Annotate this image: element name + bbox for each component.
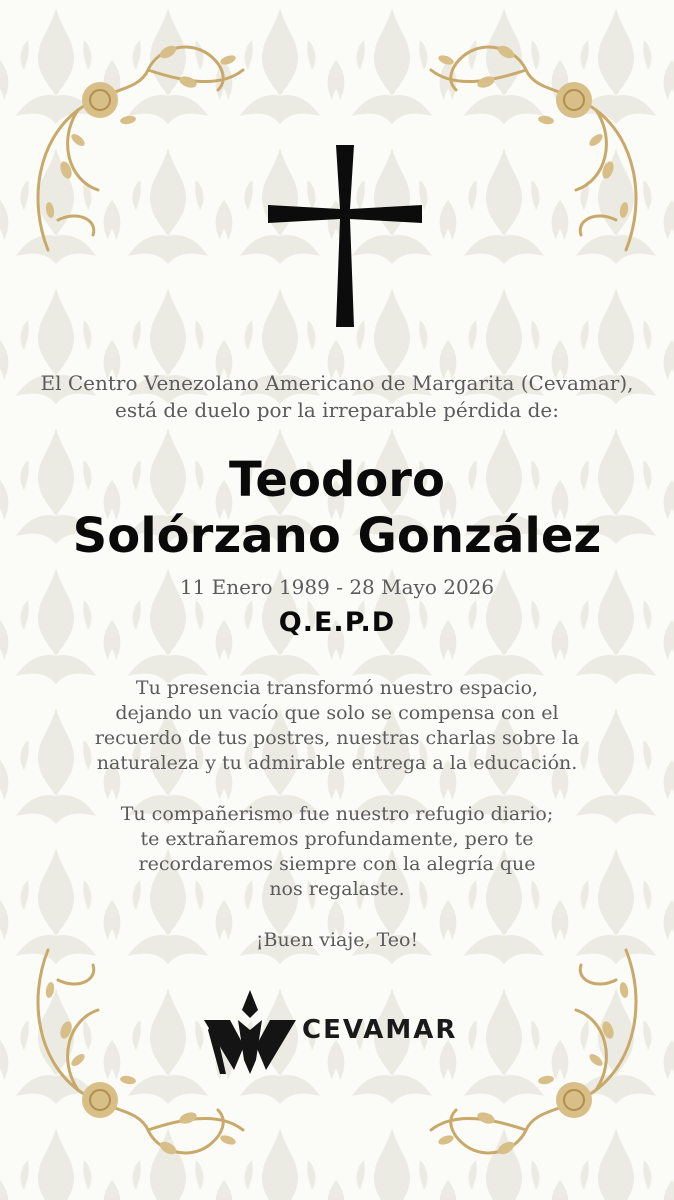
closing-message: ¡Buen viaje, Teo! — [255, 929, 419, 951]
life-dates: 11 Enero 1989 - 28 Mayo 2026 — [179, 575, 495, 599]
corner-ornament-top-right — [406, 20, 656, 270]
corner-ornament-top-left — [18, 20, 268, 270]
cevamar-logo-mark-icon — [204, 990, 296, 1074]
message-paragraph-1 — [0, 676, 674, 776]
paragraph-line: te extrañaremos profundamente, pero te — [140, 828, 534, 850]
cevamar-logo — [204, 990, 484, 1074]
deceased-first-name: Teodoro — [229, 452, 445, 508]
deceased-name — [0, 452, 674, 564]
paragraph-line: recuerdo de tus postres, nuestras charlas sobre la — [94, 727, 580, 749]
paragraph-line: nos regalaste. — [269, 878, 405, 900]
intro-line-1: El Centro Venezolano Americano de Margarita (Cevamar), — [40, 371, 634, 395]
paragraph-line: Tu compañerismo fue nuestro refugio diario; — [120, 803, 554, 825]
cevamar-logo-text: CEVAMAR — [302, 1015, 458, 1045]
paragraph-line: dejando un vacío que solo se compensa con el — [115, 702, 559, 724]
paragraph-line: recordaremos siempre con la alegría que — [138, 853, 536, 875]
intro-text — [0, 370, 674, 424]
qepd-label: Q.E.P.D — [278, 607, 396, 638]
latin-cross-icon — [266, 143, 424, 329]
intro-line-2: está de duelo por la irreparable pérdida de: — [115, 398, 559, 422]
paragraph-line: Tu presencia transformó nuestro espacio, — [135, 677, 539, 699]
message-paragraph-2 — [0, 802, 674, 902]
deceased-surnames: Solórzano González — [72, 508, 602, 564]
paragraph-line: naturaleza y tu admirable entrega a la educación. — [96, 752, 578, 774]
